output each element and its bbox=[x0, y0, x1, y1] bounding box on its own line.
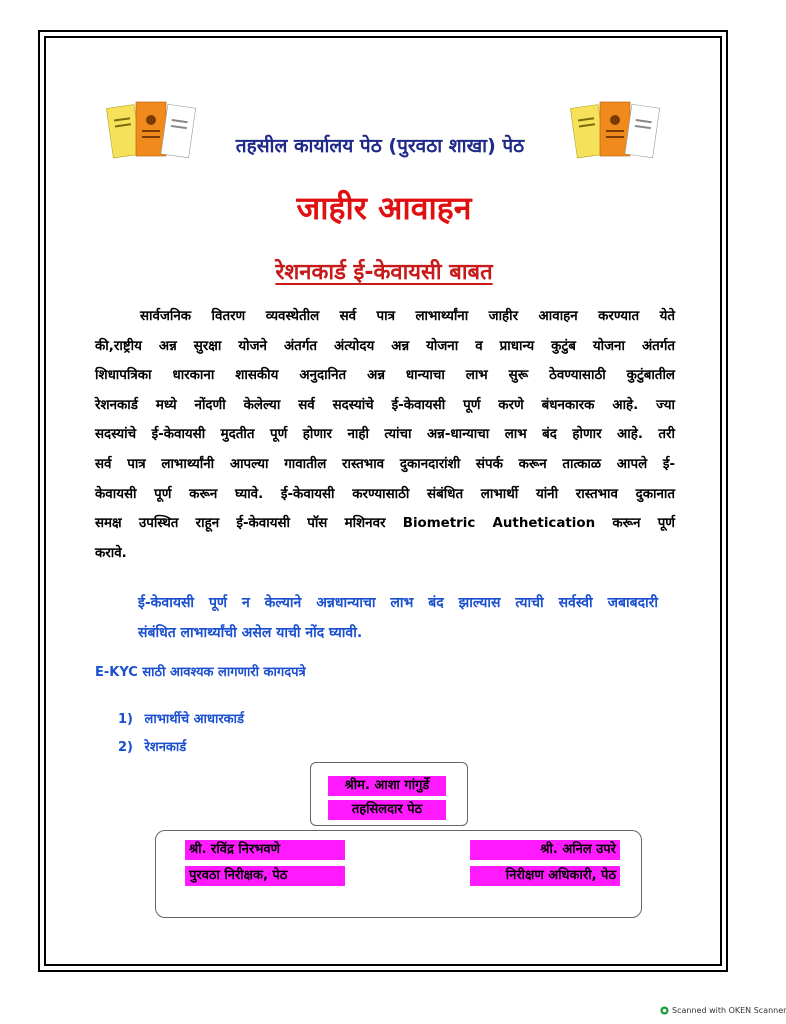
notice-main-title: जाहीर आवाहन bbox=[296, 189, 472, 227]
scanner-logo-icon bbox=[660, 1006, 669, 1015]
list-item-label: रेशनकार्ड bbox=[144, 740, 187, 755]
office-title: तहसील कार्यालय पेठ (पुरवठा शाखा) पेठ bbox=[235, 135, 525, 157]
tahsildar-title: तहसिलदार पेठ bbox=[328, 800, 446, 820]
body-line: केवायसी पूर्ण करून घ्यावे. ई-केवायसी करण्यासाठी संबंधित लाभार्थी यांनी रास्तभाव दुकानात bbox=[95, 486, 675, 502]
documents-list bbox=[118, 706, 244, 762]
body-line: शिधापत्रिका धारकाना शासकीय अनुदानित अन्न धान्याचा लाभ सुरू ठेवण्यासाठी कुटुंबातील bbox=[95, 368, 675, 384]
documents-heading: E-KYC साठी आवश्यक लागणारी कागदपत्रे bbox=[95, 665, 306, 680]
list-item-number: 2) bbox=[118, 740, 133, 755]
list-item bbox=[118, 706, 244, 734]
body-line: की,राष्ट्रीय अन्न सुरक्षा योजने अंतर्गत अंत्योदय अन्न योजना व प्राधान्य कुटुंब योजना अंतर्गत bbox=[95, 338, 675, 354]
list-item-label: लाभार्थीचे आधारकार्ड bbox=[144, 712, 244, 727]
body-line: समक्ष उपस्थित राहून ई-केवायसी पॉस मशिनवर Biometric Authetication करून पूर्ण bbox=[95, 516, 675, 532]
scanner-text: Scanned with OKEN Scanner bbox=[672, 1006, 786, 1015]
body-line: सर्व पात्र लाभार्थ्यांनी आपल्या गावातील रास्तभाव दुकानदारांशी संपर्क करून तात्काळ आपले ई- bbox=[95, 456, 675, 472]
notice-subtitle: रेशनकार्ड ई-केवायसी बाबत bbox=[275, 260, 493, 285]
list-item bbox=[118, 734, 244, 762]
supply-inspector-title: पुरवठा निरीक्षक, पेठ bbox=[185, 866, 345, 886]
body-paragraph bbox=[95, 302, 675, 568]
scanner-watermark bbox=[660, 1006, 786, 1015]
ration-card-logo-icon bbox=[570, 98, 662, 164]
notice-line: ई-केवायसी पूर्ण न केल्याने अन्नधान्याचा लाभ बंद झाल्यास त्याची सर्वस्वी जबाबदारी bbox=[138, 595, 658, 611]
inspection-officer-title: निरीक्षण अधिकारी, पेठ bbox=[470, 866, 620, 886]
body-line: सार्वजनिक वितरण व्यवस्थेतील सर्व पात्र लाभार्थ्यांना जाहीर आवाहन करण्यात येते bbox=[140, 309, 675, 324]
list-item-number: 1) bbox=[118, 712, 133, 727]
body-line: रेशनकार्ड मध्ये नोंदणी केलेल्या सर्व सदस्यांचे ई-केवायसी पूर्ण करणे बंधनकारक आहे. ज्या bbox=[95, 397, 675, 413]
body-line: सदस्यांचे ई-केवायसी मुदतीत पूर्ण होणार नाही त्यांचा अन्न-धान्याचा लाभ बंद होणार आहे. तरी bbox=[95, 427, 675, 443]
ration-card-logo-icon bbox=[106, 98, 198, 164]
supply-inspector-name: श्री. रविंद्र निरभवणे bbox=[185, 840, 345, 860]
body-line: करावे. bbox=[95, 545, 127, 561]
responsibility-notice bbox=[138, 588, 658, 648]
tahsildar-name: श्रीम. आशा गांगुर्डे bbox=[328, 776, 446, 796]
notice-line: संबंधित लाभार्थ्यांची असेल याची नोंद घ्यावी. bbox=[138, 625, 363, 641]
inspection-officer-name: श्री. अनिल उपरे bbox=[470, 840, 620, 860]
